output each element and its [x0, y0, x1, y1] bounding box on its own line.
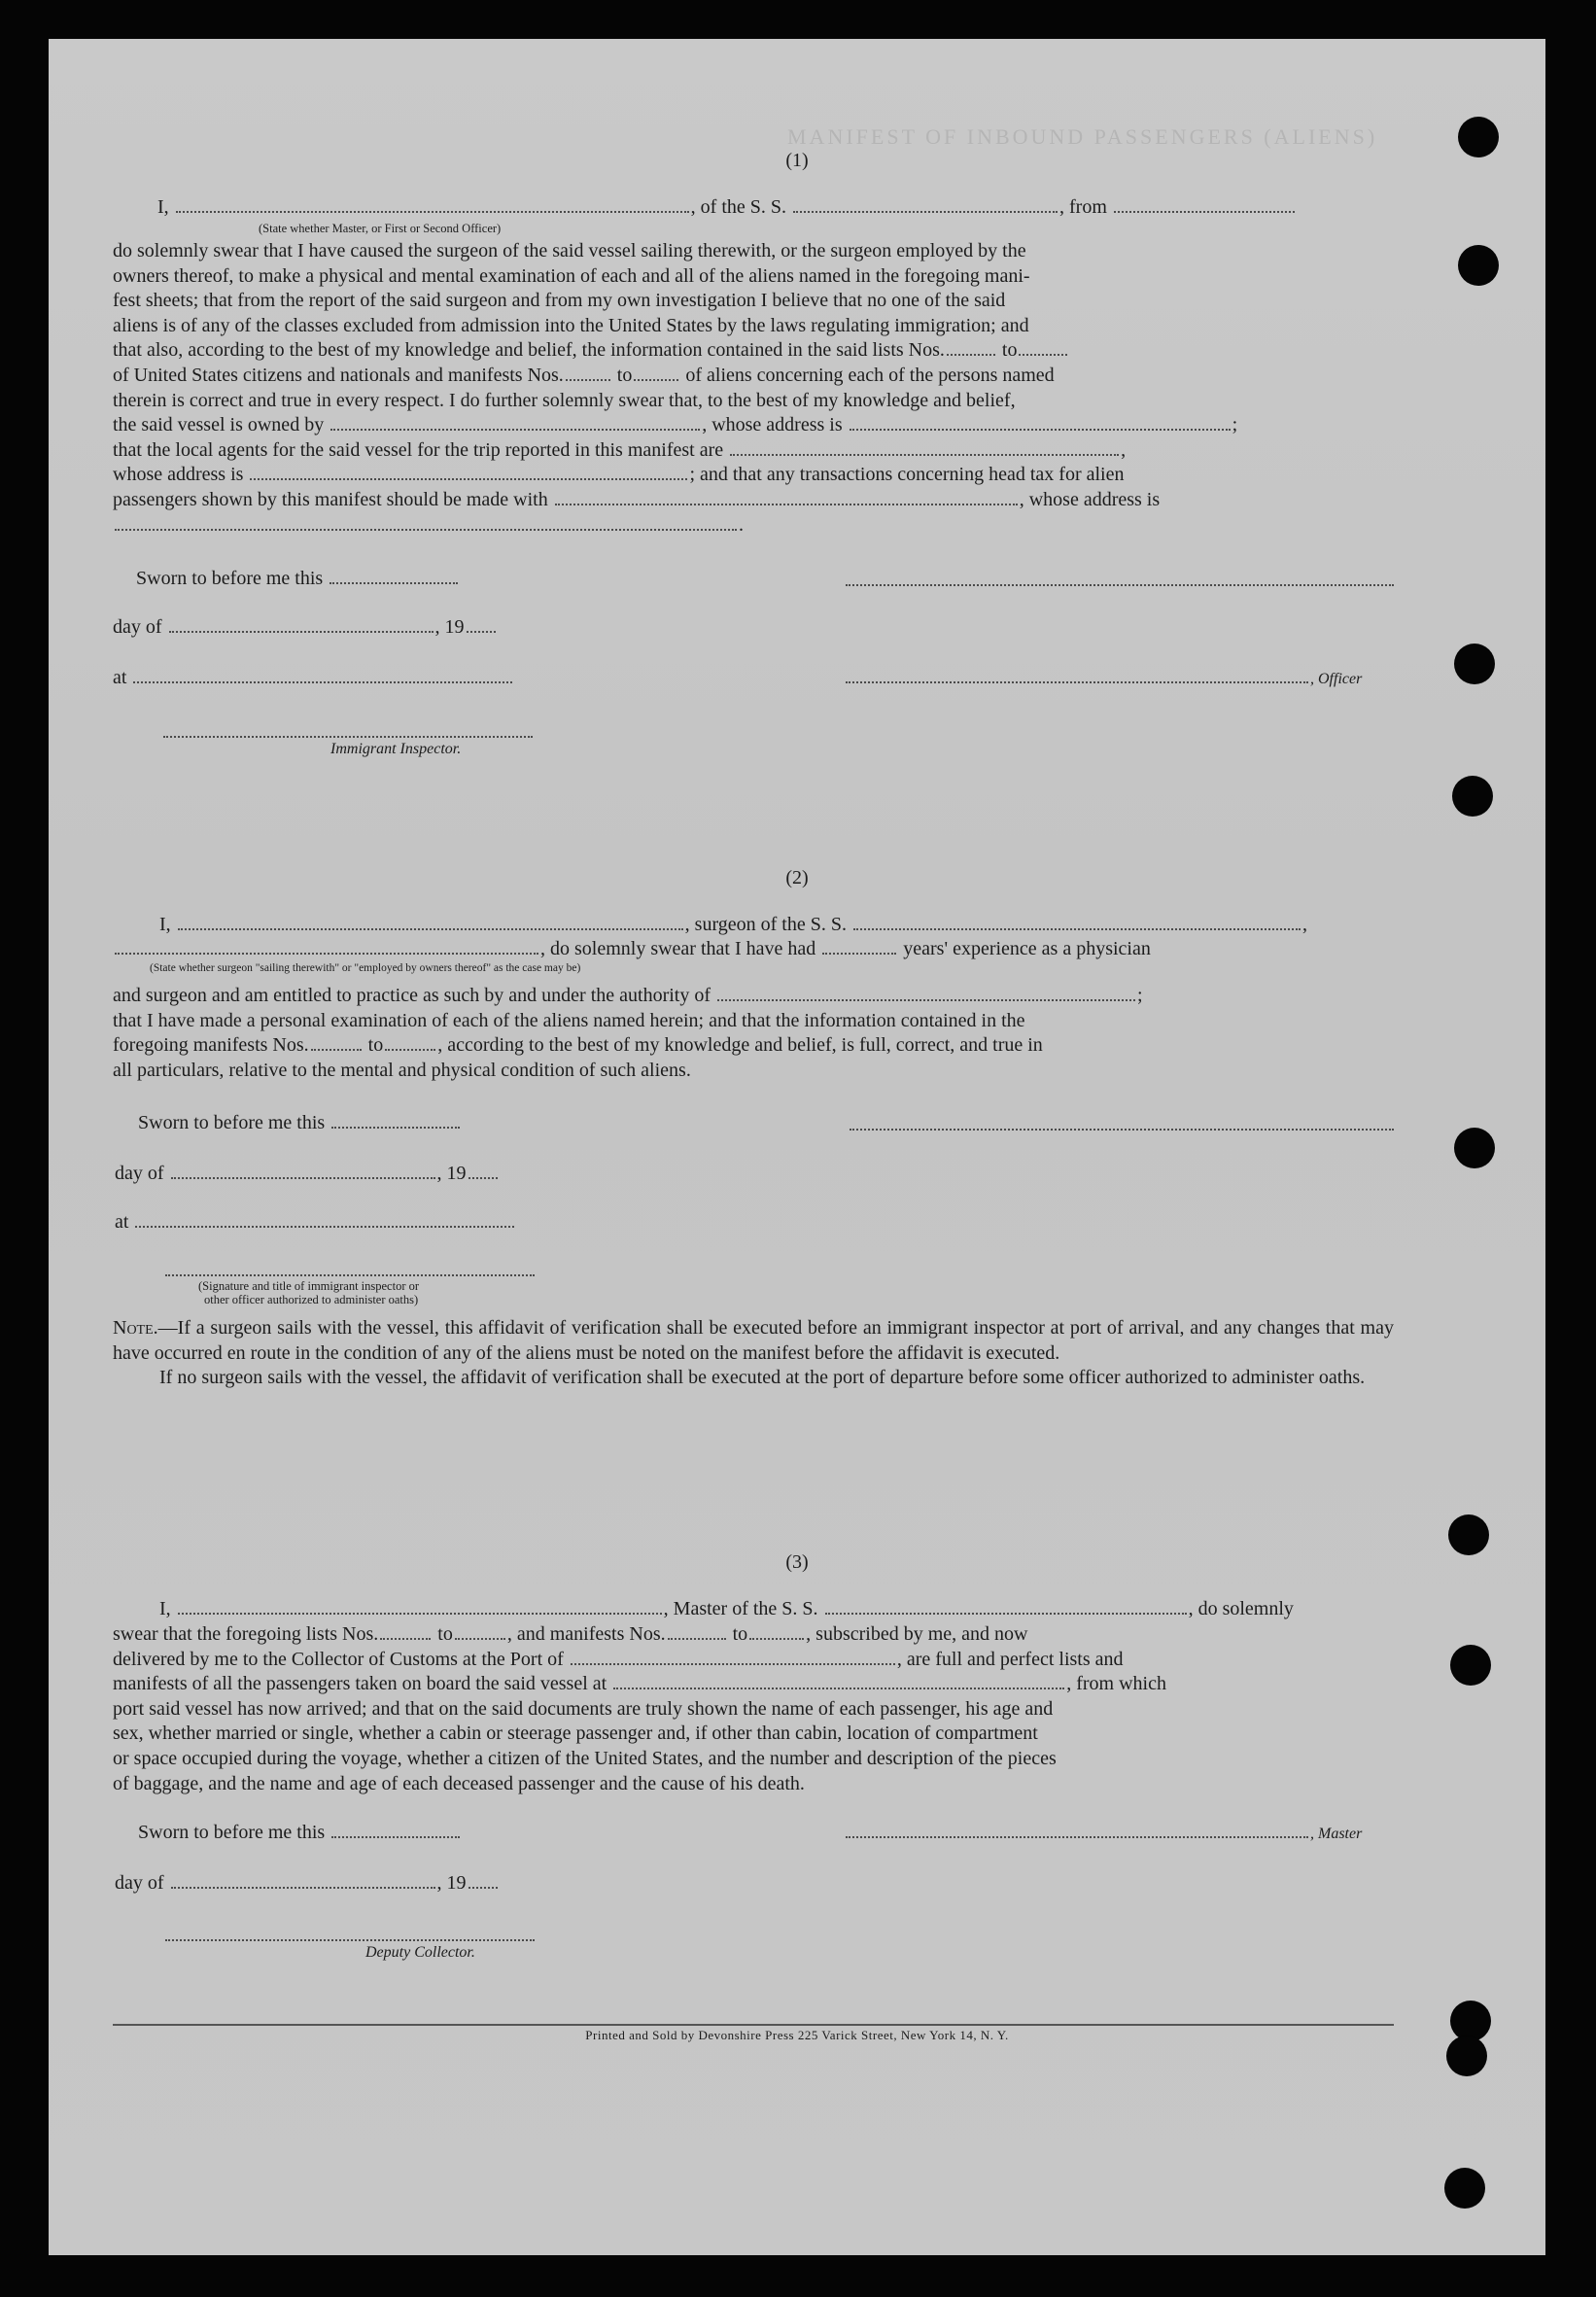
section-2-manifests-line — [113, 1033, 1394, 1059]
signature-note-2: other officer authorized to administer oaths) — [204, 1293, 419, 1306]
citizens-to-text: to — [616, 364, 633, 386]
swear-had-text: , do solemnly swear that I have had — [540, 938, 816, 959]
port-field[interactable] — [571, 1662, 895, 1665]
section-1-body-line: do solemnly swear that I have caused the surgeon of the said vessel sailing therewith, or the surgeon employed by the — [113, 240, 1026, 261]
section-2-at — [115, 1211, 516, 1234]
master-title: , Master — [1310, 1826, 1363, 1842]
passengers-address-text: , whose address is — [1019, 488, 1161, 510]
head-tax-party-field[interactable] — [555, 503, 1018, 505]
section-1-body-line: fest sheets; that from the report of the said surgeon and from my own investigation I believe that no one of the said — [113, 290, 1006, 312]
section-2-body — [113, 984, 1394, 1083]
day-of-month-field[interactable] — [171, 1886, 435, 1889]
collector-port-text: delivered by me to the Collector of Customs at the Port of — [113, 1648, 564, 1670]
year-prefix: , 19 — [434, 616, 465, 638]
section-1-body-line: aliens is of any of the classes excluded from admission into the United States by the laws regulating immigration; and — [113, 314, 1029, 336]
sworn-day-field[interactable] — [331, 1835, 460, 1838]
master-signature-field[interactable] — [846, 1835, 1308, 1838]
section-3-day-of — [115, 1872, 500, 1895]
do-solemnly-text: , do solemnly — [1188, 1598, 1294, 1619]
agents-address-field[interactable] — [250, 477, 687, 480]
punch-hole-icon — [1454, 644, 1495, 684]
onboard-text: manifests of all the passengers taken on board the said vessel at — [113, 1673, 607, 1695]
collector-signature-line[interactable] — [165, 1938, 535, 1941]
at-place-field[interactable] — [135, 1225, 514, 1228]
authority-semicolon: ; — [1137, 985, 1143, 1006]
section-1-citizens-line — [113, 364, 1394, 389]
surgeon-of-ss-text: , surgeon of the S. S. — [684, 914, 847, 935]
ship-name-field[interactable] — [793, 210, 1058, 213]
officer-title: , Officer — [1310, 671, 1363, 687]
section-2-note — [113, 1316, 1394, 1391]
inspector-title: Immigrant Inspector. — [330, 741, 462, 757]
section-1-owned-line — [113, 413, 1394, 438]
from-which-text: , from which — [1066, 1673, 1166, 1695]
section-2-authority-line — [113, 984, 1394, 1009]
sworn-text: Sworn to before me this — [138, 1822, 326, 1843]
section-1-body — [113, 239, 1394, 538]
owned-semicolon: ; — [1232, 414, 1238, 436]
lists-nos-to-text: to — [1001, 339, 1018, 362]
manifests-to-text: to — [367, 1034, 384, 1057]
officer-name-field[interactable] — [176, 210, 689, 213]
at-place-field[interactable] — [133, 680, 512, 683]
end-period: . — [739, 513, 744, 536]
head-tax-address-field[interactable] — [115, 528, 737, 531]
master-ship-field[interactable] — [825, 1612, 1187, 1615]
officer-rank-note: (State whether Master, or First or Second Officer) — [259, 222, 502, 235]
section-1-sworn — [136, 568, 460, 590]
manifests-belief-text: , according to the best of my knowledge and belief, is full, correct, and true in — [437, 1034, 1043, 1057]
inspector-signature-line[interactable] — [163, 735, 533, 738]
manifests-from-field[interactable] — [668, 1637, 726, 1640]
surgeon-type-note: (State whether surgeon "sailing therewith" or "employed by owners thereof" as the case may be) — [150, 962, 581, 974]
year-prefix: , 19 — [436, 1872, 467, 1894]
section-1-of-the-ss: , of the S. S. — [690, 196, 787, 218]
year-field[interactable] — [467, 630, 496, 633]
sworn-day-field[interactable] — [331, 1126, 460, 1129]
document-page — [49, 39, 1545, 2255]
section-1-whose-line — [113, 463, 1394, 488]
perfect-lists-text: , are full and perfect lists and — [896, 1648, 1124, 1670]
lists-to-field[interactable] — [455, 1637, 505, 1640]
day-of-text: day of — [113, 616, 162, 638]
master-name-field[interactable] — [178, 1612, 662, 1615]
day-of-month-field[interactable] — [171, 1176, 435, 1179]
section-3-body-line: of baggage, and the name and age of each deceased passenger and the cause of his death. — [113, 1772, 805, 1794]
from-port-field[interactable] — [1114, 210, 1295, 213]
section-2-body-line: all particulars, relative to the mental and physical condition of such aliens. — [113, 1059, 691, 1081]
owner-address-field[interactable] — [850, 428, 1231, 431]
section-3-body-line: port said vessel has now arrived; and that on the said documents are truly shown the name of each passenger, his age and — [113, 1697, 1054, 1720]
years-experience-field[interactable] — [822, 952, 896, 955]
section-1-body-line: owners thereof, to make a physical and mental examination of each and all of the aliens named in the foregoing mani- — [113, 264, 1030, 287]
section-1-number: (1) — [785, 150, 809, 171]
printer-footer: Printed and Sold by Devonshire Press 225 Varick Street, New York 14, N. Y. — [585, 2028, 1009, 2042]
year-prefix: , 19 — [436, 1163, 467, 1184]
section-2-day-of — [115, 1163, 500, 1185]
note-paragraph-2: If no surgeon sails with the vessel, the affidavit of verification shall be executed at the port of departure before some officer authorized to administer oaths. — [159, 1367, 1366, 1389]
section-2-number: (2) — [785, 867, 809, 888]
ghost-header-title: MANIFEST OF INBOUND PASSENGERS (ALIENS) — [787, 124, 1378, 149]
section-3-port-line — [113, 1648, 1394, 1673]
signature-note-1: (Signature and title of immigrant inspector or — [198, 1279, 420, 1293]
citizens-aliens-text: of aliens concerning each of the persons named — [685, 364, 1055, 386]
section-2-body-line: that I have made a personal examination of each of the aliens named herein; and that the information contained in the — [113, 1009, 1025, 1031]
agents-address-text: whose address is — [113, 464, 244, 486]
section-3-number: (3) — [785, 1551, 809, 1573]
sworn-text: Sworn to before me this — [136, 568, 324, 589]
section-1-from: , from — [1059, 196, 1107, 218]
day-of-text: day of — [115, 1163, 164, 1184]
section-3-sworn — [138, 1822, 462, 1844]
foregoing-manifests-text: foregoing manifests Nos. — [113, 1034, 309, 1057]
day-of-month-field[interactable] — [169, 630, 434, 633]
lists-nos-text: that also, according to the best of my knowledge and belief, the information contained in the said lists Nos. — [113, 339, 945, 362]
lists-from-field[interactable] — [380, 1637, 431, 1640]
year-field[interactable] — [468, 1176, 498, 1179]
section-3-body-line: sex, whether married or single, whether a cabin or steerage passenger and, if other than cabin, location of compartment — [113, 1723, 1038, 1745]
surgeon-signature-line[interactable] — [850, 1128, 1394, 1131]
manifests-to-field[interactable] — [385, 1048, 435, 1051]
section-1-passengers-line — [113, 488, 1394, 513]
authority-field[interactable] — [717, 998, 1135, 1001]
year-field[interactable] — [468, 1886, 498, 1889]
agents-text: that the local agents for the said vessel for the trip reported in this manifest are — [113, 438, 724, 461]
section-3-lists-line — [113, 1622, 1394, 1648]
officer-signature-field[interactable] — [846, 680, 1308, 683]
lists-to-text: to — [437, 1623, 453, 1645]
manifests-from-field[interactable] — [311, 1048, 362, 1051]
at-text: at — [113, 667, 127, 688]
note-paragraph-1 — [113, 1316, 1394, 1366]
manifests-nos-text: , and manifests Nos. — [506, 1623, 666, 1645]
section-1-agents-line — [113, 438, 1394, 464]
section-1-officer-signature — [844, 667, 1362, 689]
inspector-signature-line[interactable] — [165, 1273, 535, 1276]
section-2-line-1 — [159, 914, 1394, 936]
section-1-body-line: therein is correct and true in every respect. I do further solemnly swear that, to the best of my knowledge and belief, — [113, 389, 1016, 411]
lists-nos-to-field[interactable] — [1019, 353, 1067, 356]
years-experience-text: years' experience as a physician — [903, 938, 1151, 959]
day-of-text: day of — [115, 1872, 164, 1894]
manifests-nos-to-field[interactable] — [634, 378, 678, 381]
section-2-sworn — [138, 1112, 462, 1134]
footer-rule — [113, 2024, 1394, 2026]
manifests-to-field[interactable] — [749, 1637, 804, 1640]
punch-hole-icon — [1450, 1645, 1491, 1686]
surgeon-type-field[interactable] — [115, 952, 538, 955]
section-3-line-1 — [159, 1598, 1394, 1620]
passengers-text: passengers shown by this manifest should be made with — [113, 488, 548, 510]
at-text: at — [115, 1211, 129, 1233]
section-1-at — [113, 667, 514, 689]
subscribed-text: , subscribed by me, and now — [806, 1623, 1028, 1645]
section-1-end-line — [113, 513, 1394, 539]
section-2-comma: , — [1301, 914, 1307, 935]
section-3-onboard-line — [113, 1672, 1394, 1697]
citizens-text: of United States citizens and nationals and manifests Nos. — [113, 364, 564, 386]
collector-title: Deputy Collector. — [365, 1944, 475, 1961]
authority-text: and surgeon and am entitled to practice as such by and under the authority of — [113, 985, 711, 1006]
sworn-day-field[interactable] — [330, 581, 458, 584]
punch-hole-icon — [1444, 2168, 1485, 2209]
punch-hole-icon — [1454, 1128, 1495, 1168]
owner-address-text: , whose address is — [702, 414, 843, 436]
punch-hole-icon — [1448, 1514, 1489, 1555]
section-2-i: I, — [159, 914, 171, 935]
section-1-lists-line — [113, 338, 1394, 364]
section-3-master-signature — [844, 1822, 1362, 1844]
section-2-line-2 — [113, 938, 1396, 960]
lists-nos-text: swear that the foregoing lists Nos. — [113, 1623, 379, 1645]
note-label: Note. — [113, 1317, 158, 1339]
punch-hole-icon — [1452, 776, 1493, 817]
section-1-i: I, — [157, 196, 169, 218]
owner-field[interactable] — [330, 428, 700, 431]
lists-nos-from-field[interactable] — [947, 353, 995, 356]
officer-signature-line-top[interactable] — [846, 583, 1394, 586]
surgeon-ship-field[interactable] — [853, 927, 1301, 930]
manifests-to-text: to — [732, 1623, 748, 1645]
owned-by-text: the said vessel is owned by — [113, 414, 325, 436]
section-3-i: I, — [159, 1598, 171, 1619]
boarding-port-field[interactable] — [613, 1687, 1064, 1689]
master-of-ss-text: , Master of the S. S. — [663, 1598, 818, 1619]
punch-hole-icon — [1458, 245, 1499, 286]
surgeon-name-field[interactable] — [178, 927, 683, 930]
sworn-text: Sworn to before me this — [138, 1112, 326, 1133]
head-tax-text: ; and that any transactions concerning head tax for alien — [689, 464, 1125, 486]
agents-field[interactable] — [730, 453, 1119, 456]
section-3-body-line: or space occupied during the voyage, whether a citizen of the United States, and the number and description of the pieces — [113, 1747, 1057, 1769]
section-3-body — [113, 1622, 1394, 1796]
manifests-nos-from-field[interactable] — [566, 378, 610, 381]
note-text: —If a surgeon sails with the vessel, this affidavit of verification shall be executed before an immigrant inspector at port of arrival, and any changes that may have occurred en route in the condition of any of the aliens must be noted on the manifest before the affidavit is executed. — [113, 1317, 1394, 1364]
section-1-day-of — [113, 616, 498, 639]
agents-comma: , — [1121, 438, 1127, 461]
section-1-line-1 — [157, 196, 1394, 219]
